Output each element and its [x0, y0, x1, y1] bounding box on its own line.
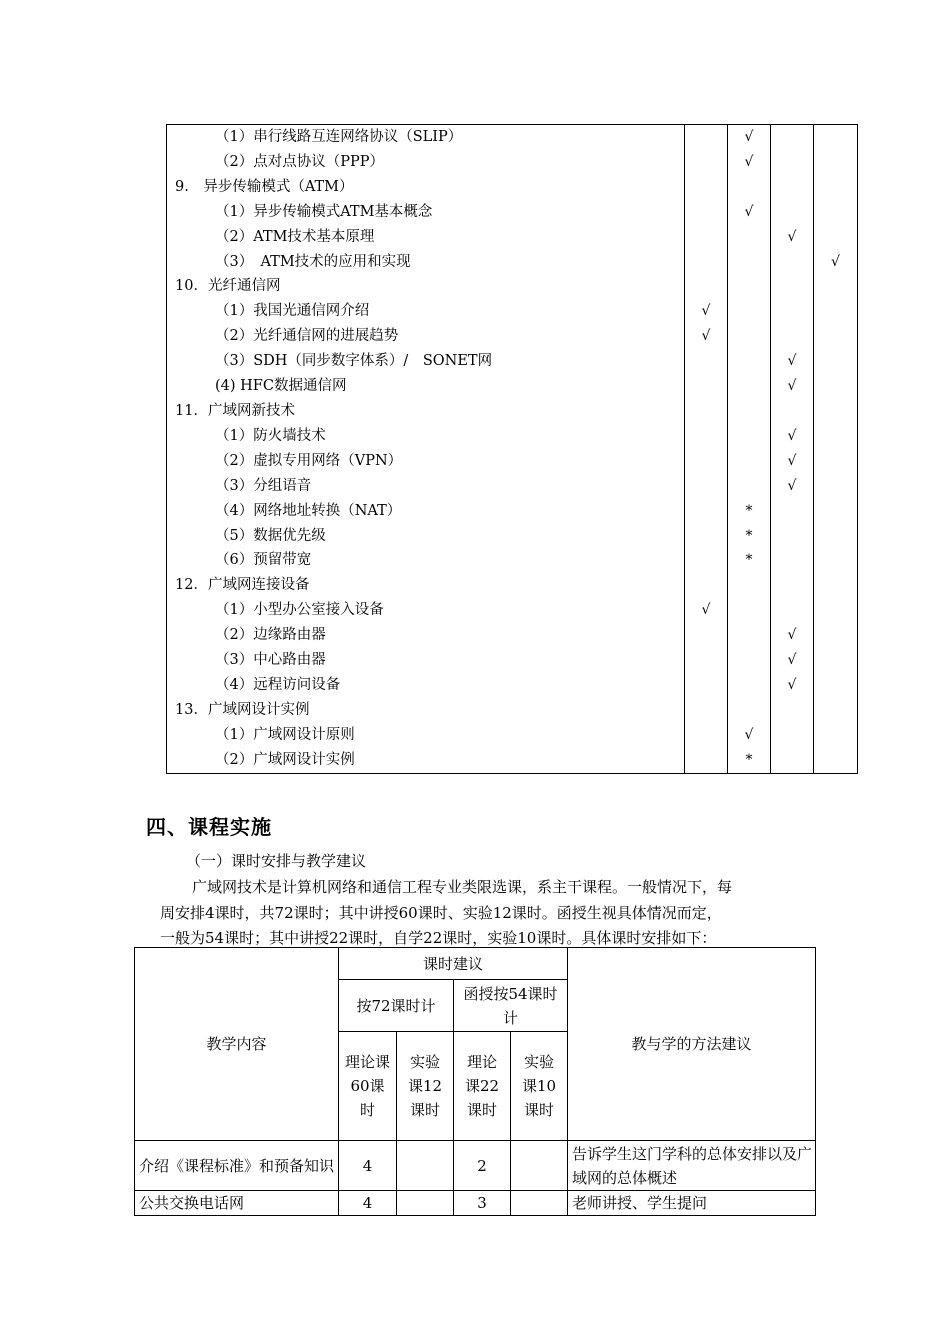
level-mark-cell: *	[728, 499, 771, 524]
level-mark-cell	[685, 548, 728, 573]
level-mark-cell: √	[771, 648, 814, 673]
subtopic-label: （2）点对点协议（PPP）	[167, 150, 685, 175]
level-mark-cell	[771, 548, 814, 573]
level-mark-cell	[771, 200, 814, 225]
level-mark-cell	[685, 698, 728, 723]
level-mark-cell: √	[814, 250, 858, 275]
level-mark-cell	[685, 723, 728, 748]
level-mark-cell	[814, 474, 858, 499]
level-mark-cell	[685, 474, 728, 499]
level-mark-cell	[728, 424, 771, 449]
level-mark-cell: √	[771, 349, 814, 374]
subtopic-label: （6）预留带宽	[167, 548, 685, 573]
level-mark-cell	[728, 474, 771, 499]
row-72-theory: 4	[339, 1141, 397, 1191]
header-54-hours: 函授按54课时计	[454, 980, 568, 1032]
level-mark-cell	[728, 225, 771, 250]
subtopic-label: （1）异步传输模式ATM基本概念	[167, 200, 685, 225]
subtopic-label: （3） ATM技术的应用和实现	[167, 250, 685, 275]
level-mark-cell	[814, 424, 858, 449]
row-54-theory: 2	[454, 1141, 511, 1191]
topic-label: 10．光纤通信网	[167, 274, 685, 299]
checklist-row	[167, 250, 858, 275]
level-mark-cell	[771, 723, 814, 748]
level-mark-cell: √	[728, 125, 771, 150]
subtopic-label: （5）数据优先级	[167, 524, 685, 549]
checklist-row	[167, 499, 858, 524]
subtopic-label: （2）ATM技术基本原理	[167, 225, 685, 250]
level-mark-cell	[728, 598, 771, 623]
paragraph-line: 一般为54课时；其中讲授22课时，自学22课时，实验10课时。具体课时安排如下：	[160, 929, 717, 947]
level-mark-cell	[685, 399, 728, 424]
level-mark-cell	[771, 524, 814, 549]
level-mark-cell	[728, 673, 771, 698]
subtopic-label: （1）小型办公室接入设备	[167, 598, 685, 623]
row-72-theory: 4	[339, 1191, 397, 1216]
subtopic-label: （2）光纤通信网的进展趋势	[167, 324, 685, 349]
level-mark-cell	[685, 274, 728, 299]
row-72-lab	[397, 1141, 454, 1191]
level-mark-cell	[685, 250, 728, 275]
level-mark-cell	[814, 499, 858, 524]
section-heading: 四、课程实施	[146, 815, 272, 839]
row-method: 告诉学生这门学科的总体安排以及广域网的总体概述	[568, 1141, 816, 1191]
level-mark-cell: √	[771, 673, 814, 698]
schedule-paragraph	[160, 875, 810, 952]
level-mark-cell	[771, 250, 814, 275]
level-mark-cell	[814, 748, 858, 773]
level-mark-cell	[728, 573, 771, 598]
subtopic-label: （3）SDH（同步数字体系）/ SONET网	[167, 349, 685, 374]
level-mark-cell	[685, 175, 728, 200]
row-54-theory: 3	[454, 1191, 511, 1216]
level-mark-cell	[814, 623, 858, 648]
level-mark-cell	[771, 748, 814, 773]
checklist-row	[167, 748, 858, 773]
level-mark-cell	[728, 623, 771, 648]
subtopic-label: （3）中心路由器	[167, 648, 685, 673]
checklist-row	[167, 125, 858, 150]
checklist-row	[167, 723, 858, 748]
checklist-row	[167, 274, 858, 299]
level-mark-cell: *	[728, 548, 771, 573]
level-mark-cell	[685, 748, 728, 773]
header-content: 教学内容	[135, 948, 339, 1141]
level-mark-cell	[685, 424, 728, 449]
level-mark-cell	[814, 225, 858, 250]
level-mark-cell	[814, 324, 858, 349]
level-mark-cell: √	[771, 474, 814, 499]
checklist-row	[167, 225, 858, 250]
level-mark-cell	[685, 623, 728, 648]
level-mark-cell	[728, 449, 771, 474]
checklist-row	[167, 548, 858, 573]
checklist-row	[167, 449, 858, 474]
level-mark-cell	[814, 299, 858, 324]
subtopic-label: （4）网络地址转换（NAT）	[167, 499, 685, 524]
level-mark-cell	[814, 150, 858, 175]
level-mark-cell	[685, 374, 728, 399]
level-mark-cell	[685, 524, 728, 549]
header-method: 教与学的方法建议	[568, 948, 816, 1141]
level-mark-cell	[728, 324, 771, 349]
table-row	[135, 1141, 816, 1191]
checklist-row	[167, 598, 858, 623]
level-mark-cell	[771, 125, 814, 150]
checklist-row	[167, 299, 858, 324]
paragraph-line: 广域网技术是计算机网络和通信工程专业类限选课，系主干课程。一般情况下，每	[192, 878, 733, 896]
checklist-row	[167, 150, 858, 175]
level-mark-cell	[728, 299, 771, 324]
row-72-lab	[397, 1191, 454, 1216]
level-mark-cell	[814, 374, 858, 399]
level-mark-cell: √	[685, 598, 728, 623]
level-mark-cell	[685, 648, 728, 673]
level-mark-cell	[728, 250, 771, 275]
level-mark-cell: √	[771, 623, 814, 648]
subtopic-label: （1）我国光通信网介绍	[167, 299, 685, 324]
level-mark-cell	[814, 698, 858, 723]
checklist-row	[167, 399, 858, 424]
subtopic-label: （4）远程访问设备	[167, 673, 685, 698]
level-mark-cell	[728, 274, 771, 299]
level-mark-cell	[685, 150, 728, 175]
subtopic-label: （3）分组语音	[167, 474, 685, 499]
header-hours: 课时建议	[339, 948, 568, 980]
level-mark-cell: √	[728, 200, 771, 225]
table-row	[135, 1191, 816, 1216]
checklist-row	[167, 673, 858, 698]
level-mark-cell	[728, 698, 771, 723]
level-mark-cell	[771, 175, 814, 200]
checklist-row	[167, 324, 858, 349]
subsection-heading: （一）课时安排与教学建议	[186, 852, 367, 870]
subtopic-label: （1）广域网设计原则	[167, 723, 685, 748]
checklist-row	[167, 524, 858, 549]
checklist-row	[167, 623, 858, 648]
subtopic-label: （1）串行线路互连网络协议（SLIP）	[167, 125, 685, 150]
subtopic-label: （2）虚拟专用网络（VPN）	[167, 449, 685, 474]
level-mark-cell	[685, 499, 728, 524]
row-content: 公共交换电话网	[135, 1191, 339, 1216]
level-mark-cell	[685, 673, 728, 698]
topic-label: 11．广域网新技术	[167, 399, 685, 424]
level-mark-cell	[814, 723, 858, 748]
row-content: 介绍《课程标准》和预备知识	[135, 1141, 339, 1191]
topic-label: 13．广域网设计实例	[167, 698, 685, 723]
header-72-hours: 按72课时计	[339, 980, 454, 1032]
level-mark-cell: √	[728, 150, 771, 175]
paragraph-line: 周安排4课时，共72课时；其中讲授60课时、实验12课时。函授生视具体情况而定，	[160, 903, 722, 922]
level-mark-cell	[814, 125, 858, 150]
checklist-row	[167, 424, 858, 449]
topic-label: 12．广域网连接设备	[167, 573, 685, 598]
level-mark-cell	[814, 573, 858, 598]
row-54-lab	[511, 1141, 568, 1191]
level-mark-cell	[814, 524, 858, 549]
row-method: 老师讲授、学生提问	[568, 1191, 816, 1216]
sub-54-lab: 实验课10课时	[511, 1032, 568, 1141]
level-mark-cell	[728, 175, 771, 200]
level-mark-cell	[685, 200, 728, 225]
level-mark-cell	[814, 598, 858, 623]
checklist-row	[167, 648, 858, 673]
level-mark-cell	[814, 175, 858, 200]
level-mark-cell	[771, 499, 814, 524]
level-mark-cell: √	[728, 723, 771, 748]
level-mark-cell	[685, 225, 728, 250]
level-mark-cell	[728, 349, 771, 374]
level-mark-cell: √	[771, 424, 814, 449]
checklist-row	[167, 200, 858, 225]
level-mark-cell	[685, 349, 728, 374]
checklist-row	[167, 573, 858, 598]
checklist-row	[167, 349, 858, 374]
level-mark-cell: *	[728, 524, 771, 549]
level-mark-cell	[814, 200, 858, 225]
level-mark-cell	[728, 374, 771, 399]
level-mark-cell	[771, 598, 814, 623]
level-mark-cell	[685, 125, 728, 150]
subtopic-label: （2）边缘路由器	[167, 623, 685, 648]
checklist-row	[167, 698, 858, 723]
hours-schedule-table	[134, 947, 816, 1216]
level-mark-cell	[728, 399, 771, 424]
level-mark-cell: √	[771, 374, 814, 399]
sub-72-theory: 理论课60课时	[339, 1032, 397, 1141]
level-mark-cell	[771, 573, 814, 598]
level-mark-cell	[771, 324, 814, 349]
level-mark-cell	[685, 449, 728, 474]
level-mark-cell	[814, 399, 858, 424]
level-mark-cell	[685, 573, 728, 598]
level-mark-cell	[814, 648, 858, 673]
topic-label: 9. 异步传输模式（ATM）	[167, 175, 685, 200]
level-mark-cell	[814, 548, 858, 573]
level-mark-cell	[728, 648, 771, 673]
checklist-row	[167, 474, 858, 499]
sub-72-lab: 实验课12课时	[397, 1032, 454, 1141]
sub-54-theory: 理论课22课时	[454, 1032, 511, 1141]
level-mark-cell	[771, 399, 814, 424]
checklist-row	[167, 374, 858, 399]
row-54-lab	[511, 1191, 568, 1216]
level-mark-cell	[771, 698, 814, 723]
level-mark-cell: *	[728, 748, 771, 773]
level-mark-cell: √	[771, 225, 814, 250]
subtopic-label: （2）广域网设计实例	[167, 748, 685, 773]
level-mark-cell: √	[685, 324, 728, 349]
level-mark-cell	[771, 299, 814, 324]
subtopic-label: （1）防火墙技术	[167, 424, 685, 449]
level-mark-cell	[771, 274, 814, 299]
level-mark-cell	[814, 349, 858, 374]
level-mark-cell	[814, 673, 858, 698]
level-mark-cell: √	[771, 449, 814, 474]
level-mark-cell: √	[685, 299, 728, 324]
subtopic-label: (4) HFC数据通信网	[167, 374, 685, 399]
topic-checklist-table	[166, 124, 858, 774]
checklist-row	[167, 175, 858, 200]
level-mark-cell	[814, 449, 858, 474]
level-mark-cell	[814, 274, 858, 299]
level-mark-cell	[771, 150, 814, 175]
